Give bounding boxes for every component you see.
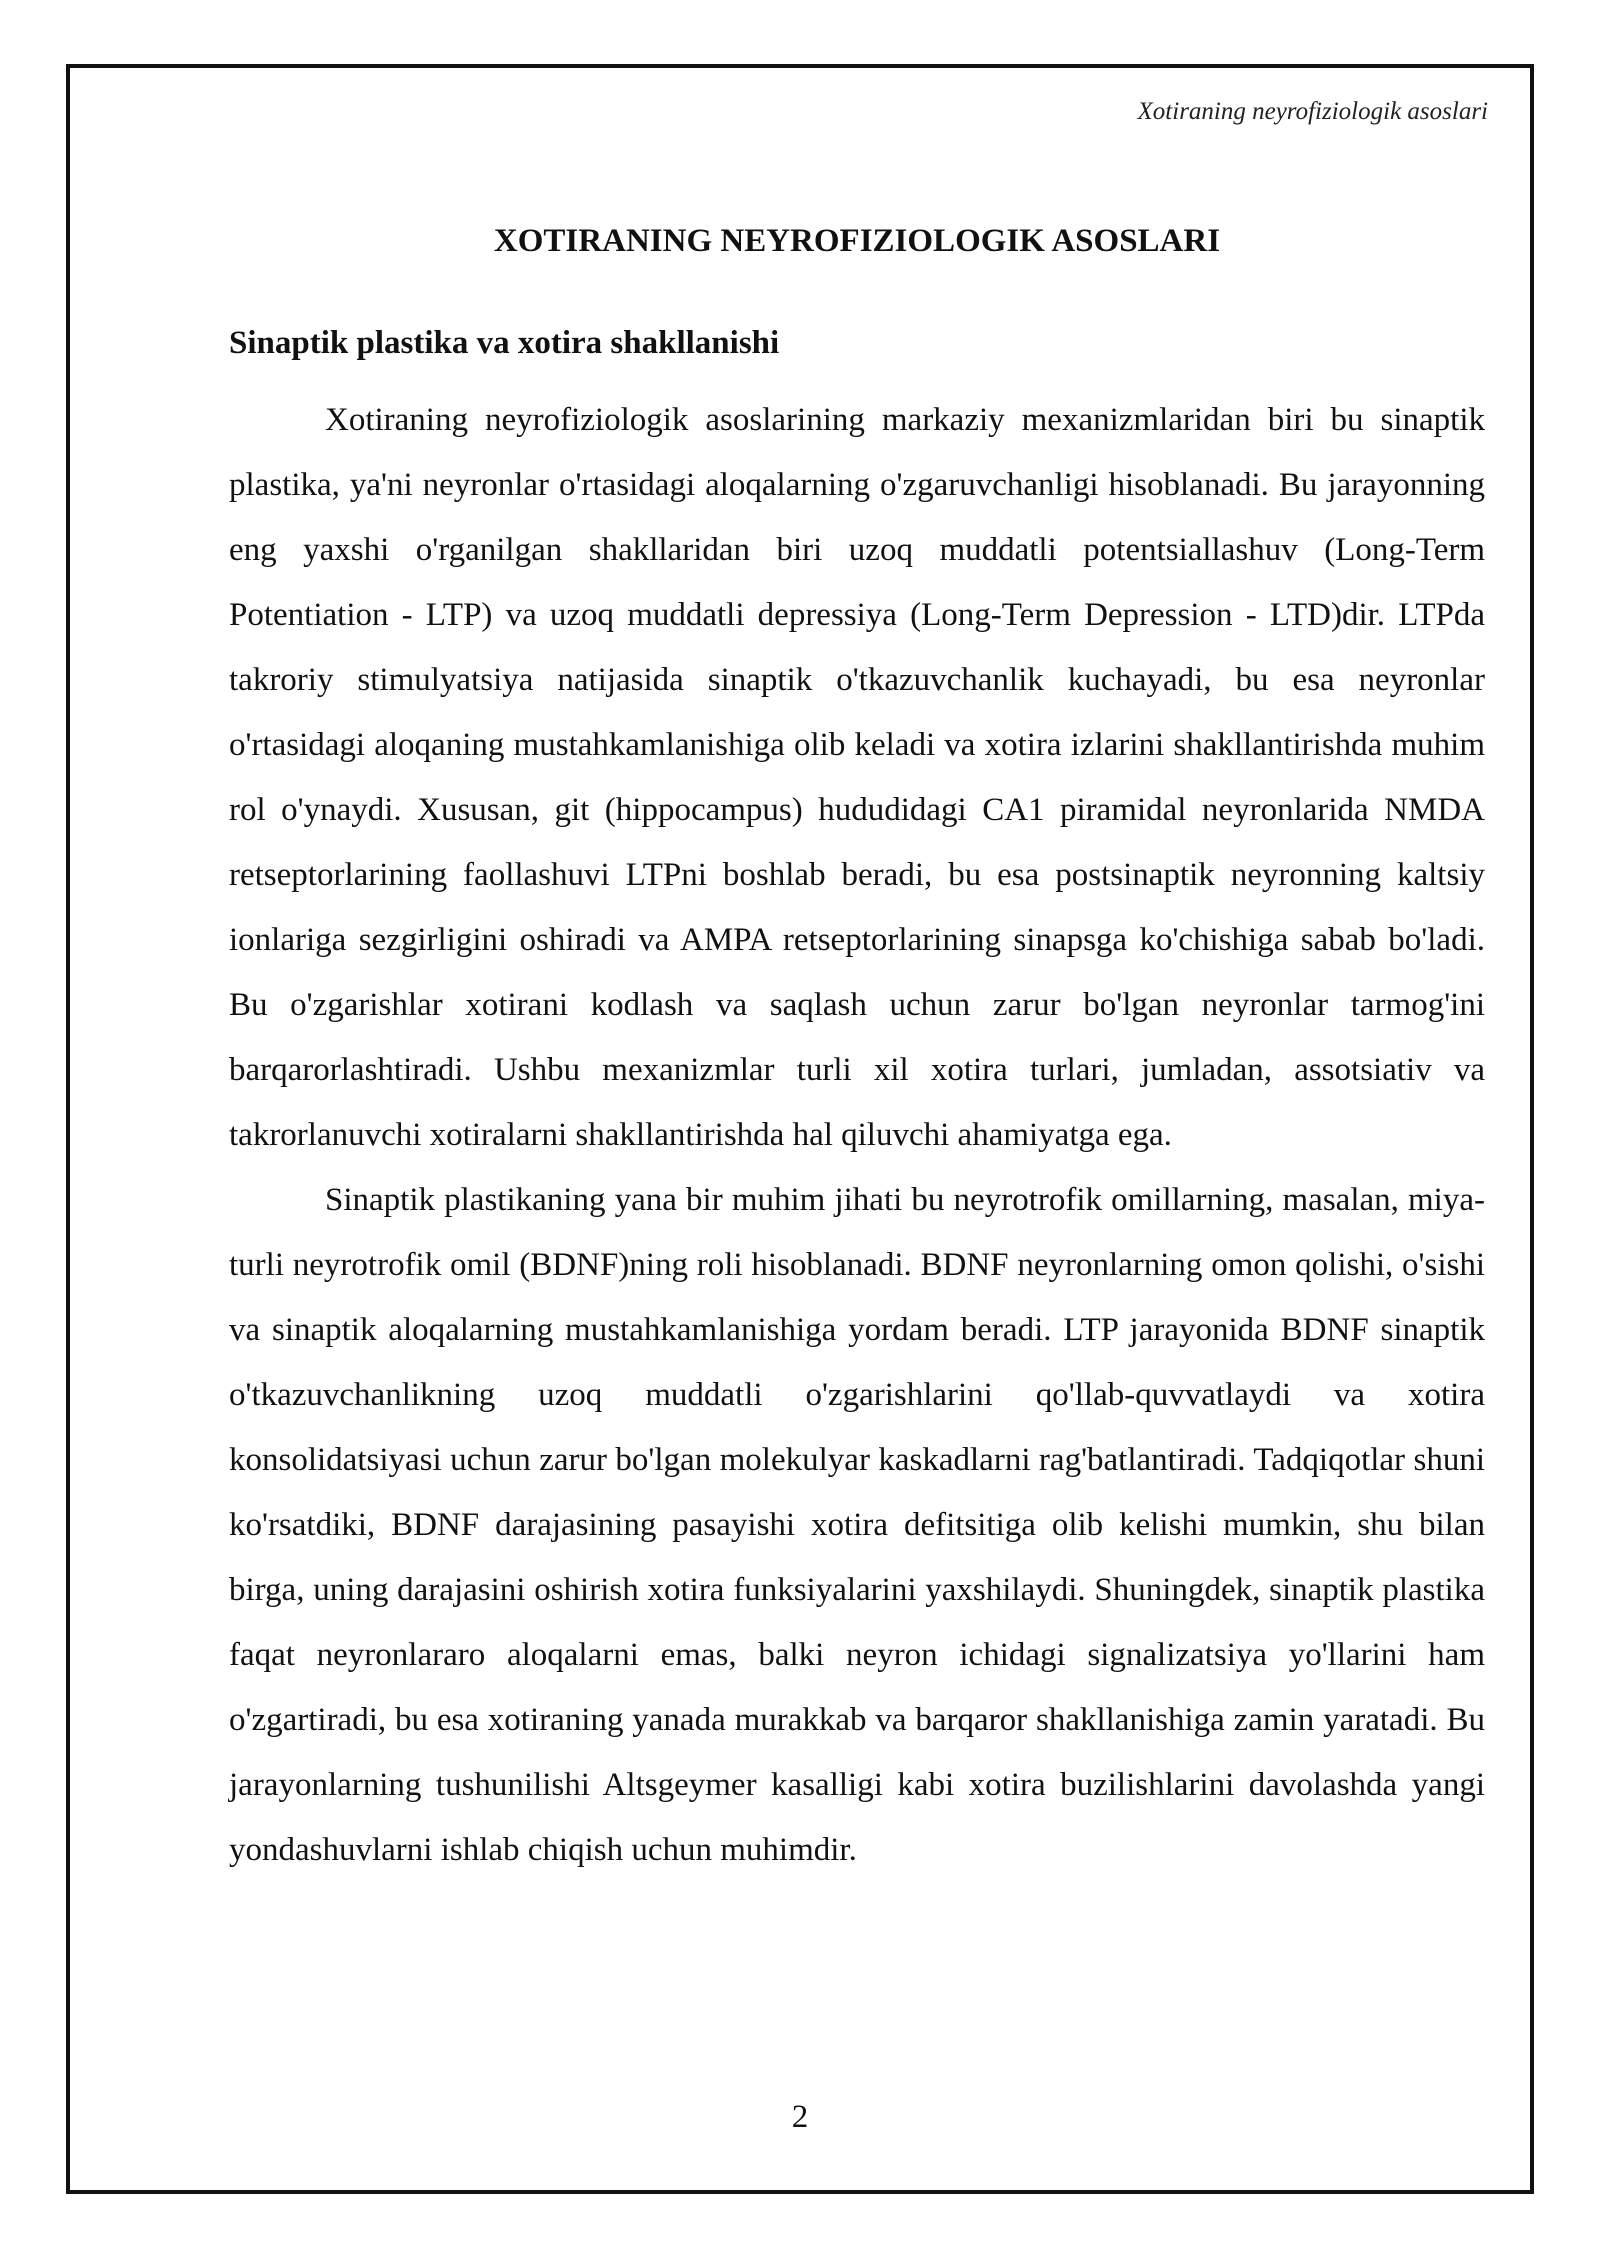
document-body [229,212,1485,1883]
body-paragraph-1: Xotiraning neyrofiziologik asoslarining markaziy mexanizmlaridan biri bu sinaptik plastika, ya'ni neyronlar o'rtasidagi aloqalarning o'zgaruvchanligi hisoblanadi. Bu jarayonning eng yaxshi o'rganilgan shakllaridan biri uzoq muddatli potentsiallashuv (Long-Term Potentiation - LTP) va uzoq muddatli depressiya (Long-Term Depression - LTD)dir. LTPda takroriy stimulyatsiya natijasida sinaptik o'tkazuvchanlik kuchayadi, bu esa neyronlar o'rtasidagi aloqaning mustahkamlanishiga olib keladi va xotira izlarini shakllantirishda muhim rol o'ynaydi. Xususan, git (hippocampus) hududidagi CA1 piramidal neyronlarida NMDA retseptorlarining faollashuvi LTPni boshlab beradi, bu esa postsinaptik neyronning kaltsiy ionlariga sezgirligini oshiradi va AMPA retseptorlarining sinapsga ko'chishiga sabab bo'ladi. Bu o'zgarishlar xotirani kodlash va saqlash uchun zarur bo'lgan neyronlar tarmog'ini barqarorlashtiradi. Ushbu mexanizmlar turli xil xotira turlari, jumladan, assotsiativ va takrorlanuvchi xotiralarni shakllantirishda hal qiluvchi ahamiyatga ega. [229,402,1485,1153]
document-title: XOTIRANING NEYROFIZIOLOGIK ASOSLARI [493,223,1221,259]
running-header: Xotiraning neyrofiziologik asoslari [1137,98,1488,125]
section-heading: Sinaptik plastika va xotira shakllanishi [229,325,780,361]
body-paragraph-2: Sinaptik plastikaning yana bir muhim jihati bu neyrotrofik omillarning, masalan, miya-turli neyrotrofik omil (BDNF)ning roli hisoblanadi. BDNF neyronlarning omon qolishi, o'sishi va sinaptik aloqalarning mustahkamlanishiga yordam beradi. LTP jarayonida BDNF sinaptik o'tkazuvchanlikning uzoq muddatli o'zgarishlarini qo'llab-quvvatlaydi va xotira konsolidatsiyasi uchun zarur bo'lgan molekulyar kaskadlarni rag'batlantiradi. Tadqiqotlar shuni ko'rsatdiki, BDNF darajasining pasayishi xotira defitsitiga olib kelishi mumkin, shu bilan birga, uning darajasini oshirish xotira funksiyalarini yaxshilaydi. Shuningdek, sinaptik plastika faqat neyronlararo aloqalarni emas, balki neyron ichidagi signalizatsiya yo'llarini ham o'zgartiradi, bu esa xotiraning yanada murakkab va barqaror shakllanishiga zamin yaratadi. Bu jarayonlarning tushunilishi Altsgeymer kasalligi kabi xotira buzilishlarini davolashda yangi yondashuvlarni ishlab chiqish uchun muhimdir. [229,1182,1485,1868]
page-number: 2 [791,2099,809,2135]
